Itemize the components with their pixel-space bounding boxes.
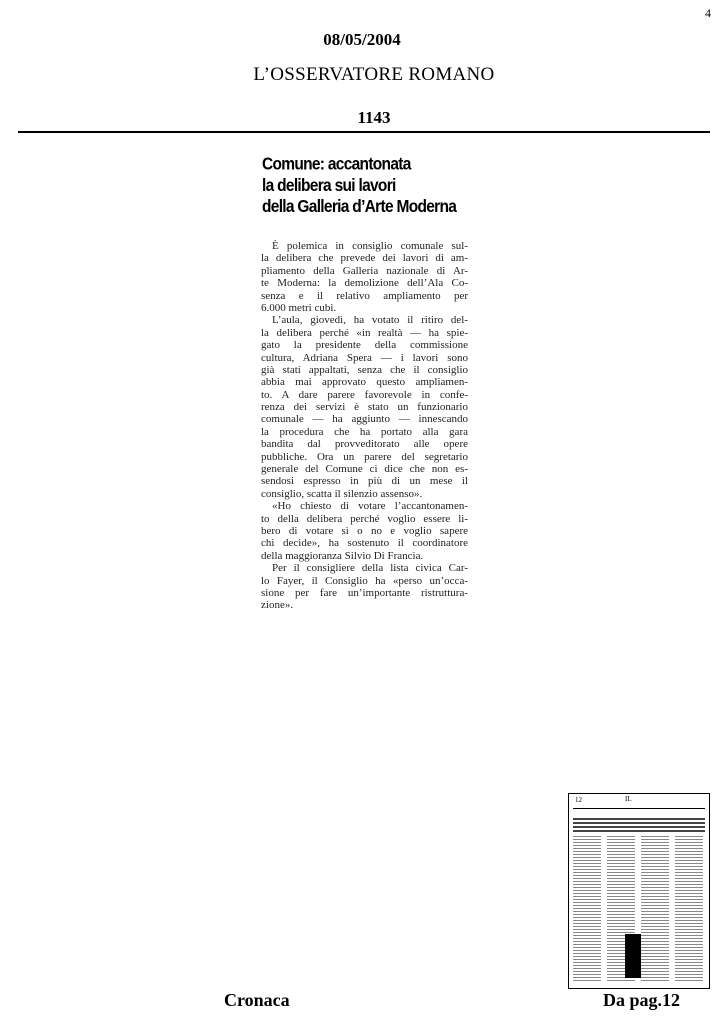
article-line: cultura, Adriana Spera — i lavori sono (261, 351, 468, 364)
thumbnail-column (675, 836, 703, 982)
article-line: sendosi espresso in più di un mese il (261, 475, 468, 488)
thumbnail-page-number: 12 (575, 796, 582, 804)
thumbnail-headline (573, 818, 705, 832)
article-line: abbia mai approvato questo ampliamen- (261, 376, 468, 389)
article-line: generale del Comune ci dice che non es- (261, 463, 468, 476)
page-number: 4 (705, 6, 711, 20)
thumbnail-masthead: IL (625, 795, 632, 803)
publication-name: L’OSSERVATORE ROMANO (253, 64, 495, 85)
article-headline (262, 154, 502, 218)
article-line: la delibera che prevede dei lavori di am- (261, 252, 468, 265)
article-line: sione per fare un’importante ristruttura- (261, 586, 468, 599)
article-line: to. A dare parere favorevole in confe- (261, 388, 468, 401)
article-line: renza dei servizi è stato un funzionario (261, 401, 468, 414)
article-line: 6.000 metri cubi. (261, 301, 337, 314)
article-line: già stati appaltati, senza che il consiglio (261, 363, 468, 376)
article-line: bero di votare sì o no e voglio sapere (261, 524, 468, 537)
article-line: È polemica in consiglio comunale sul- (272, 240, 468, 252)
article-line: chi decide», ha sostenuto il coordinatore (261, 537, 468, 550)
article-line: pliamento della Galleria nazionale di Ar- (261, 264, 468, 277)
article-line: lo Fayer, il Consiglio ha «perso un’occa- (261, 574, 468, 587)
thumbnail-column (641, 836, 669, 982)
article-line: senza e il relativo ampliamento per (261, 289, 468, 302)
article-line: te Moderna: la demolizione dell’Ala Co- (261, 277, 468, 290)
thumbnail-column (573, 836, 601, 982)
thumbnail-rule (573, 808, 705, 809)
thumbnail-photo (625, 934, 641, 978)
article-line: comunale — ha aggiunto — innescando (261, 413, 468, 426)
article-line: la procedura che ha portato alla gara (261, 425, 468, 438)
article-line: Per il consigliere della lista civica Car- (272, 562, 468, 575)
page-thumbnail (568, 793, 710, 989)
article-line: gato la presidente della commissione (261, 339, 468, 352)
clipping-code: 1143 (357, 108, 391, 127)
article-line: zione». (261, 599, 294, 612)
article-line: bandita dal provveditorato alle opere (261, 438, 468, 451)
article-line: della maggioranza Silvio Di Francia. (261, 549, 424, 562)
article-line: consiglio, scatta il silenzio assenso». (261, 487, 423, 500)
headline-line: la delibera sui lavori (262, 176, 396, 196)
article-line: pubbliche. Ora un parere del segretario (261, 450, 468, 463)
headline-line: della Galleria d’Arte Moderna (262, 197, 457, 217)
header-divider (18, 131, 710, 133)
publication-date: 08/05/2004 (323, 30, 401, 49)
article-line: to della delibera perché voglio essere li- (261, 512, 468, 525)
article-line: «Ho chiesto di votare l’accantonamen- (272, 500, 468, 513)
article-body (261, 240, 468, 612)
section-label: Cronaca (224, 990, 290, 1010)
article-line: L’aula, giovedì, ha votato il ritiro del- (272, 314, 468, 327)
headline-line: Comune: accantonata (262, 155, 411, 175)
article-line: la delibera perché «in realtà — ha spie- (261, 326, 468, 339)
page-reference: Da pag.12 (603, 990, 681, 1010)
